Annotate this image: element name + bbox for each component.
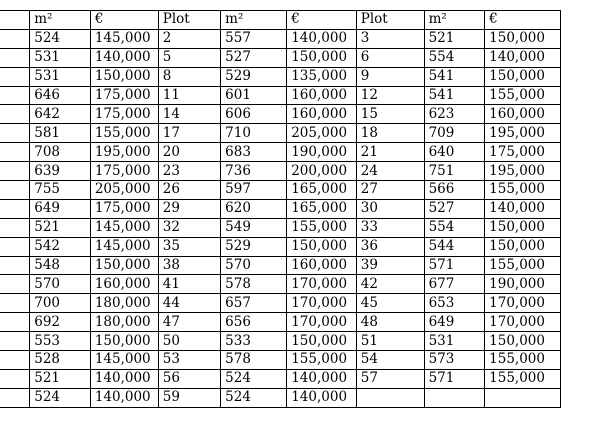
plot-number-cell (0, 294, 30, 313)
price-cell: 155,000 (485, 256, 561, 275)
price-cell: 140,000 (485, 199, 561, 218)
area-cell: 531 (30, 48, 91, 67)
price-cell: 170,000 (287, 294, 357, 313)
area-cell: 606 (221, 105, 287, 124)
area-cell: 570 (30, 275, 91, 294)
price-cell: 165,000 (287, 199, 357, 218)
plot-number-cell (0, 86, 30, 105)
area-cell: 570 (221, 256, 287, 275)
price-cell: 155,000 (485, 369, 561, 388)
area-cell: 657 (221, 294, 287, 313)
plot-number-cell (356, 388, 424, 407)
price-cell: 205,000 (90, 181, 158, 200)
plot-number-cell: 23 (158, 162, 220, 181)
plot-number-cell: 2 (158, 29, 220, 48)
price-cell: 195,000 (485, 162, 561, 181)
price-cell: 195,000 (90, 143, 158, 162)
area-cell: 541 (424, 86, 485, 105)
plot-number-cell (0, 313, 30, 332)
table-row (0, 218, 561, 237)
price-cell: 150,000 (485, 332, 561, 351)
price-cell: 205,000 (287, 124, 357, 143)
area-cell: 700 (30, 294, 91, 313)
header-row (0, 11, 561, 30)
price-cell: 140,000 (90, 388, 158, 407)
price-cell: 155,000 (287, 351, 357, 370)
plot-number-cell (0, 218, 30, 237)
price-cell: 150,000 (287, 237, 357, 256)
area-cell: 656 (221, 313, 287, 332)
area-cell: 639 (30, 162, 91, 181)
table-body (0, 29, 561, 407)
area-cell: 554 (424, 218, 485, 237)
header-cell-price-2: € (287, 11, 357, 30)
price-cell: 150,000 (287, 48, 357, 67)
area-cell: 521 (424, 29, 485, 48)
plot-number-cell: 59 (158, 388, 220, 407)
price-cell: 140,000 (90, 369, 158, 388)
area-cell: 649 (30, 199, 91, 218)
table-row (0, 369, 561, 388)
area-cell: 640 (424, 143, 485, 162)
price-cell: 175,000 (90, 199, 158, 218)
plot-number-cell (0, 124, 30, 143)
plot-number-cell: 38 (158, 256, 220, 275)
price-cell: 150,000 (90, 67, 158, 86)
plot-number-cell: 45 (356, 294, 424, 313)
price-cell: 155,000 (287, 218, 357, 237)
header-cell-plot-2: Plot (158, 11, 220, 30)
price-cell: 140,000 (287, 388, 357, 407)
area-cell: 521 (30, 369, 91, 388)
area-cell: 683 (221, 143, 287, 162)
plot-number-cell: 21 (356, 143, 424, 162)
price-cell: 150,000 (287, 332, 357, 351)
plot-number-cell: 53 (158, 351, 220, 370)
table-row (0, 388, 561, 407)
price-cell: 175,000 (90, 105, 158, 124)
price-cell: 160,000 (485, 105, 561, 124)
area-cell: 553 (30, 332, 91, 351)
plot-number-cell: 47 (158, 313, 220, 332)
plot-number-cell (0, 48, 30, 67)
price-cell: 175,000 (485, 143, 561, 162)
price-cell: 145,000 (90, 237, 158, 256)
header-cell-price-3: € (485, 11, 561, 30)
price-cell: 155,000 (90, 124, 158, 143)
table-row (0, 181, 561, 200)
table-row (0, 143, 561, 162)
area-cell: 524 (221, 388, 287, 407)
area-cell: 708 (30, 143, 91, 162)
plot-number-cell: 36 (356, 237, 424, 256)
plot-number-cell: 17 (158, 124, 220, 143)
area-cell: 529 (221, 67, 287, 86)
area-cell: 549 (221, 218, 287, 237)
area-cell: 581 (30, 124, 91, 143)
plot-number-cell: 26 (158, 181, 220, 200)
plot-number-cell: 54 (356, 351, 424, 370)
area-cell: 736 (221, 162, 287, 181)
price-cell: 190,000 (287, 143, 357, 162)
table-row (0, 313, 561, 332)
plot-number-cell: 29 (158, 199, 220, 218)
price-cell: 150,000 (485, 29, 561, 48)
area-cell: 531 (30, 67, 91, 86)
price-cell: 140,000 (485, 48, 561, 67)
plot-number-cell (0, 369, 30, 388)
plot-number-cell: 9 (356, 67, 424, 86)
plot-number-cell: 27 (356, 181, 424, 200)
table-row (0, 162, 561, 181)
price-cell: 160,000 (287, 105, 357, 124)
area-cell: 531 (424, 332, 485, 351)
price-cell: 150,000 (485, 237, 561, 256)
price-cell: 165,000 (287, 181, 357, 200)
price-cell: 160,000 (287, 256, 357, 275)
area-cell (424, 388, 485, 407)
plot-number-cell (0, 143, 30, 162)
header-cell-area-3: m² (424, 11, 485, 30)
area-cell: 578 (221, 351, 287, 370)
plot-number-cell (0, 162, 30, 181)
plot-number-cell (0, 181, 30, 200)
area-cell: 527 (221, 48, 287, 67)
table-row (0, 275, 561, 294)
plot-number-cell (0, 332, 30, 351)
area-cell: 692 (30, 313, 91, 332)
price-cell: 140,000 (287, 29, 357, 48)
plot-number-cell: 33 (356, 218, 424, 237)
price-cell: 145,000 (90, 218, 158, 237)
plot-number-cell (0, 105, 30, 124)
plot-number-cell: 24 (356, 162, 424, 181)
price-cell: 150,000 (485, 218, 561, 237)
area-cell: 544 (424, 237, 485, 256)
area-cell: 573 (424, 351, 485, 370)
area-cell: 601 (221, 86, 287, 105)
area-cell: 620 (221, 199, 287, 218)
area-cell: 646 (30, 86, 91, 105)
plot-number-cell: 18 (356, 124, 424, 143)
header-cell-area-2: m² (221, 11, 287, 30)
price-cell: 170,000 (485, 294, 561, 313)
price-cell: 170,000 (485, 313, 561, 332)
table-row (0, 256, 561, 275)
table-row (0, 86, 561, 105)
table-row (0, 124, 561, 143)
area-cell: 541 (424, 67, 485, 86)
area-cell: 548 (30, 256, 91, 275)
header-cell-area-1: m² (30, 11, 91, 30)
area-cell: 524 (30, 29, 91, 48)
area-cell: 751 (424, 162, 485, 181)
table-header (0, 11, 561, 30)
plot-number-cell: 44 (158, 294, 220, 313)
plot-number-cell: 30 (356, 199, 424, 218)
plot-number-cell: 14 (158, 105, 220, 124)
table-row (0, 237, 561, 256)
price-cell: 160,000 (287, 86, 357, 105)
plot-number-cell: 15 (356, 105, 424, 124)
price-cell: 195,000 (485, 124, 561, 143)
plot-number-cell: 12 (356, 86, 424, 105)
area-cell: 524 (30, 388, 91, 407)
plot-number-cell (0, 275, 30, 294)
price-cell: 175,000 (90, 162, 158, 181)
plot-number-cell: 48 (356, 313, 424, 332)
table-row (0, 105, 561, 124)
area-cell: 554 (424, 48, 485, 67)
plot-number-cell (0, 237, 30, 256)
price-cell: 135,000 (287, 67, 357, 86)
area-cell: 677 (424, 275, 485, 294)
price-cell: 155,000 (485, 181, 561, 200)
plot-number-cell (0, 256, 30, 275)
area-cell: 755 (30, 181, 91, 200)
header-cell-plot-1 (0, 11, 30, 30)
price-cell: 180,000 (90, 313, 158, 332)
table-row (0, 29, 561, 48)
price-cell: 140,000 (287, 369, 357, 388)
price-cell: 150,000 (90, 332, 158, 351)
area-cell: 529 (221, 237, 287, 256)
table-row (0, 332, 561, 351)
plot-number-cell: 20 (158, 143, 220, 162)
area-cell: 542 (30, 237, 91, 256)
area-cell: 642 (30, 105, 91, 124)
plot-number-cell: 11 (158, 86, 220, 105)
area-cell: 533 (221, 332, 287, 351)
area-cell: 710 (221, 124, 287, 143)
plot-number-cell: 3 (356, 29, 424, 48)
price-cell: 190,000 (485, 275, 561, 294)
table-row (0, 351, 561, 370)
area-cell: 557 (221, 29, 287, 48)
area-cell: 653 (424, 294, 485, 313)
price-cell: 175,000 (90, 86, 158, 105)
area-cell: 709 (424, 124, 485, 143)
price-cell: 140,000 (90, 48, 158, 67)
plot-number-cell (0, 29, 30, 48)
plot-number-cell (0, 388, 30, 407)
area-cell: 597 (221, 181, 287, 200)
plot-number-cell: 35 (158, 237, 220, 256)
table-row (0, 294, 561, 313)
price-cell (485, 388, 561, 407)
price-cell: 145,000 (90, 29, 158, 48)
price-cell: 170,000 (287, 275, 357, 294)
area-cell: 566 (424, 181, 485, 200)
price-cell: 180,000 (90, 294, 158, 313)
area-cell: 528 (30, 351, 91, 370)
header-cell-plot-3: Plot (356, 11, 424, 30)
plot-number-cell: 6 (356, 48, 424, 67)
header-cell-price-1: € (90, 11, 158, 30)
price-cell: 145,000 (90, 351, 158, 370)
area-cell: 524 (221, 369, 287, 388)
plot-number-cell: 32 (158, 218, 220, 237)
price-cell: 155,000 (485, 351, 561, 370)
area-cell: 521 (30, 218, 91, 237)
area-cell: 571 (424, 256, 485, 275)
plot-number-cell: 51 (356, 332, 424, 351)
area-cell: 623 (424, 105, 485, 124)
price-cell: 150,000 (90, 256, 158, 275)
plot-price-table (0, 10, 561, 408)
price-cell: 170,000 (287, 313, 357, 332)
plot-number-cell: 41 (158, 275, 220, 294)
area-cell: 649 (424, 313, 485, 332)
plot-number-cell (0, 199, 30, 218)
price-cell: 150,000 (485, 67, 561, 86)
area-cell: 527 (424, 199, 485, 218)
table-row (0, 48, 561, 67)
plot-number-cell (0, 351, 30, 370)
area-cell: 578 (221, 275, 287, 294)
price-cell: 160,000 (90, 275, 158, 294)
table-row (0, 199, 561, 218)
plot-number-cell: 5 (158, 48, 220, 67)
price-cell: 155,000 (485, 86, 561, 105)
table-row (0, 67, 561, 86)
plot-number-cell: 50 (158, 332, 220, 351)
plot-number-cell: 42 (356, 275, 424, 294)
plot-number-cell (0, 67, 30, 86)
plot-number-cell: 8 (158, 67, 220, 86)
area-cell: 571 (424, 369, 485, 388)
plot-number-cell: 57 (356, 369, 424, 388)
plot-number-cell: 39 (356, 256, 424, 275)
plot-number-cell: 56 (158, 369, 220, 388)
price-cell: 200,000 (287, 162, 357, 181)
